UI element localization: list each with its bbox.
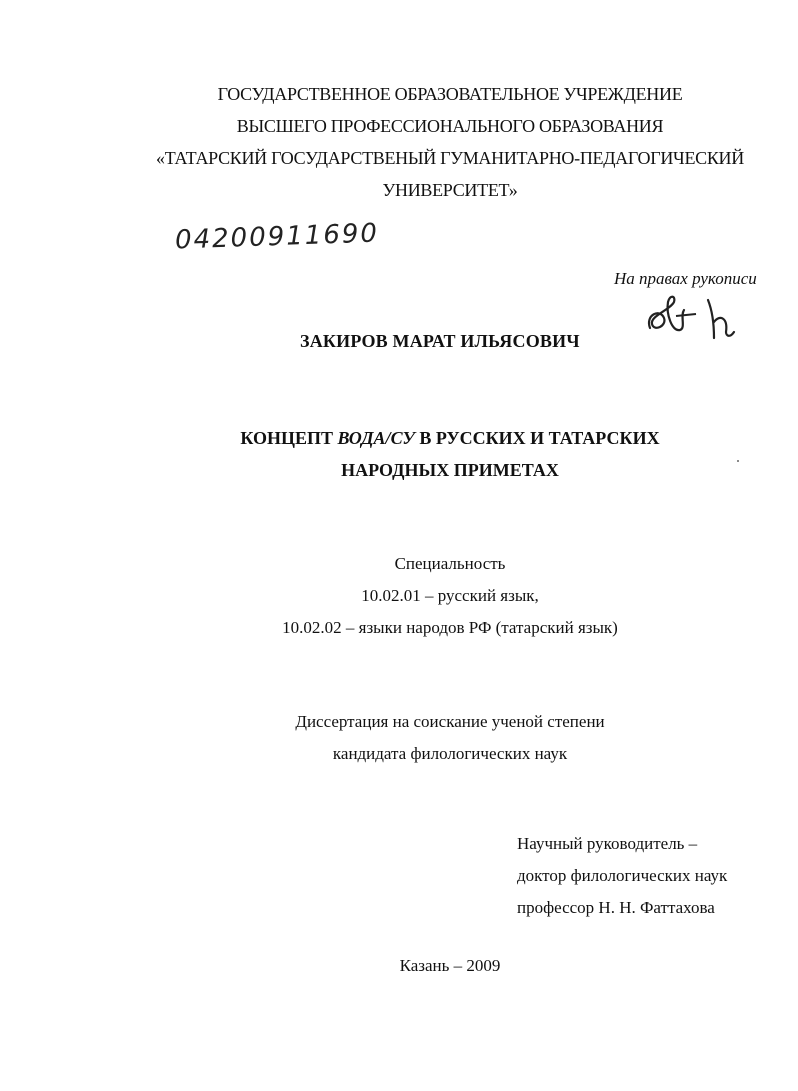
supervisor-line: Научный руководитель – [517, 834, 698, 853]
author-name: ЗАКИРОВ МАРАТ ИЛЬЯСОВИЧ [300, 331, 580, 351]
specialty-code: 10.02.01 – русский язык, [361, 586, 539, 605]
supervisor-line: профессор Н. Н. Фаттахова [517, 898, 715, 917]
degree-line: кандидата филологических наук [332, 744, 568, 763]
specialty-block [0, 548, 798, 644]
header-line: УНИВЕРСИТЕТ» [382, 180, 518, 200]
degree-line: Диссертация на соискание ученой степени [295, 712, 605, 731]
dissertation-title [0, 422, 798, 486]
rights-note: На правах рукописи [614, 269, 757, 288]
title-prefix: КОНЦЕПТ [240, 428, 338, 448]
city-year: Казань – 2009 [399, 956, 501, 975]
signature-icon [640, 280, 760, 350]
scan-speck [737, 460, 739, 462]
title-suffix: В РУССКИХ И ТАТАРСКИХ [414, 428, 660, 448]
header-line: ВЫСШЕГО ПРОФЕССИОНАЛЬНОГО ОБРАЗОВАНИЯ [236, 116, 664, 136]
title-line-1 [0, 422, 798, 454]
handwritten-registration-number: 04200911690 [174, 218, 380, 256]
specialty-label: Специальность [394, 554, 506, 573]
specialty-code: 10.02.02 – языки народов РФ (татарский язык) [282, 618, 618, 637]
institution-header [0, 78, 798, 206]
supervisor-block [517, 828, 727, 924]
title-concept: ВОДА/СУ [337, 428, 415, 448]
supervisor-line: доктор филологических наук [517, 866, 728, 885]
header-line: «ТАТАРСКИЙ ГОСУДАРСТВЕНЫЙ ГУМАНИТАРНО-ПЕДАГОГИЧЕСКИЙ [156, 148, 744, 168]
header-line: ГОСУДАРСТВЕННОЕ ОБРАЗОВАТЕЛЬНОЕ УЧРЕЖДЕНИЕ [217, 84, 683, 104]
degree-statement [0, 706, 798, 770]
title-line-2: НАРОДНЫХ ПРИМЕТАХ [341, 460, 559, 480]
